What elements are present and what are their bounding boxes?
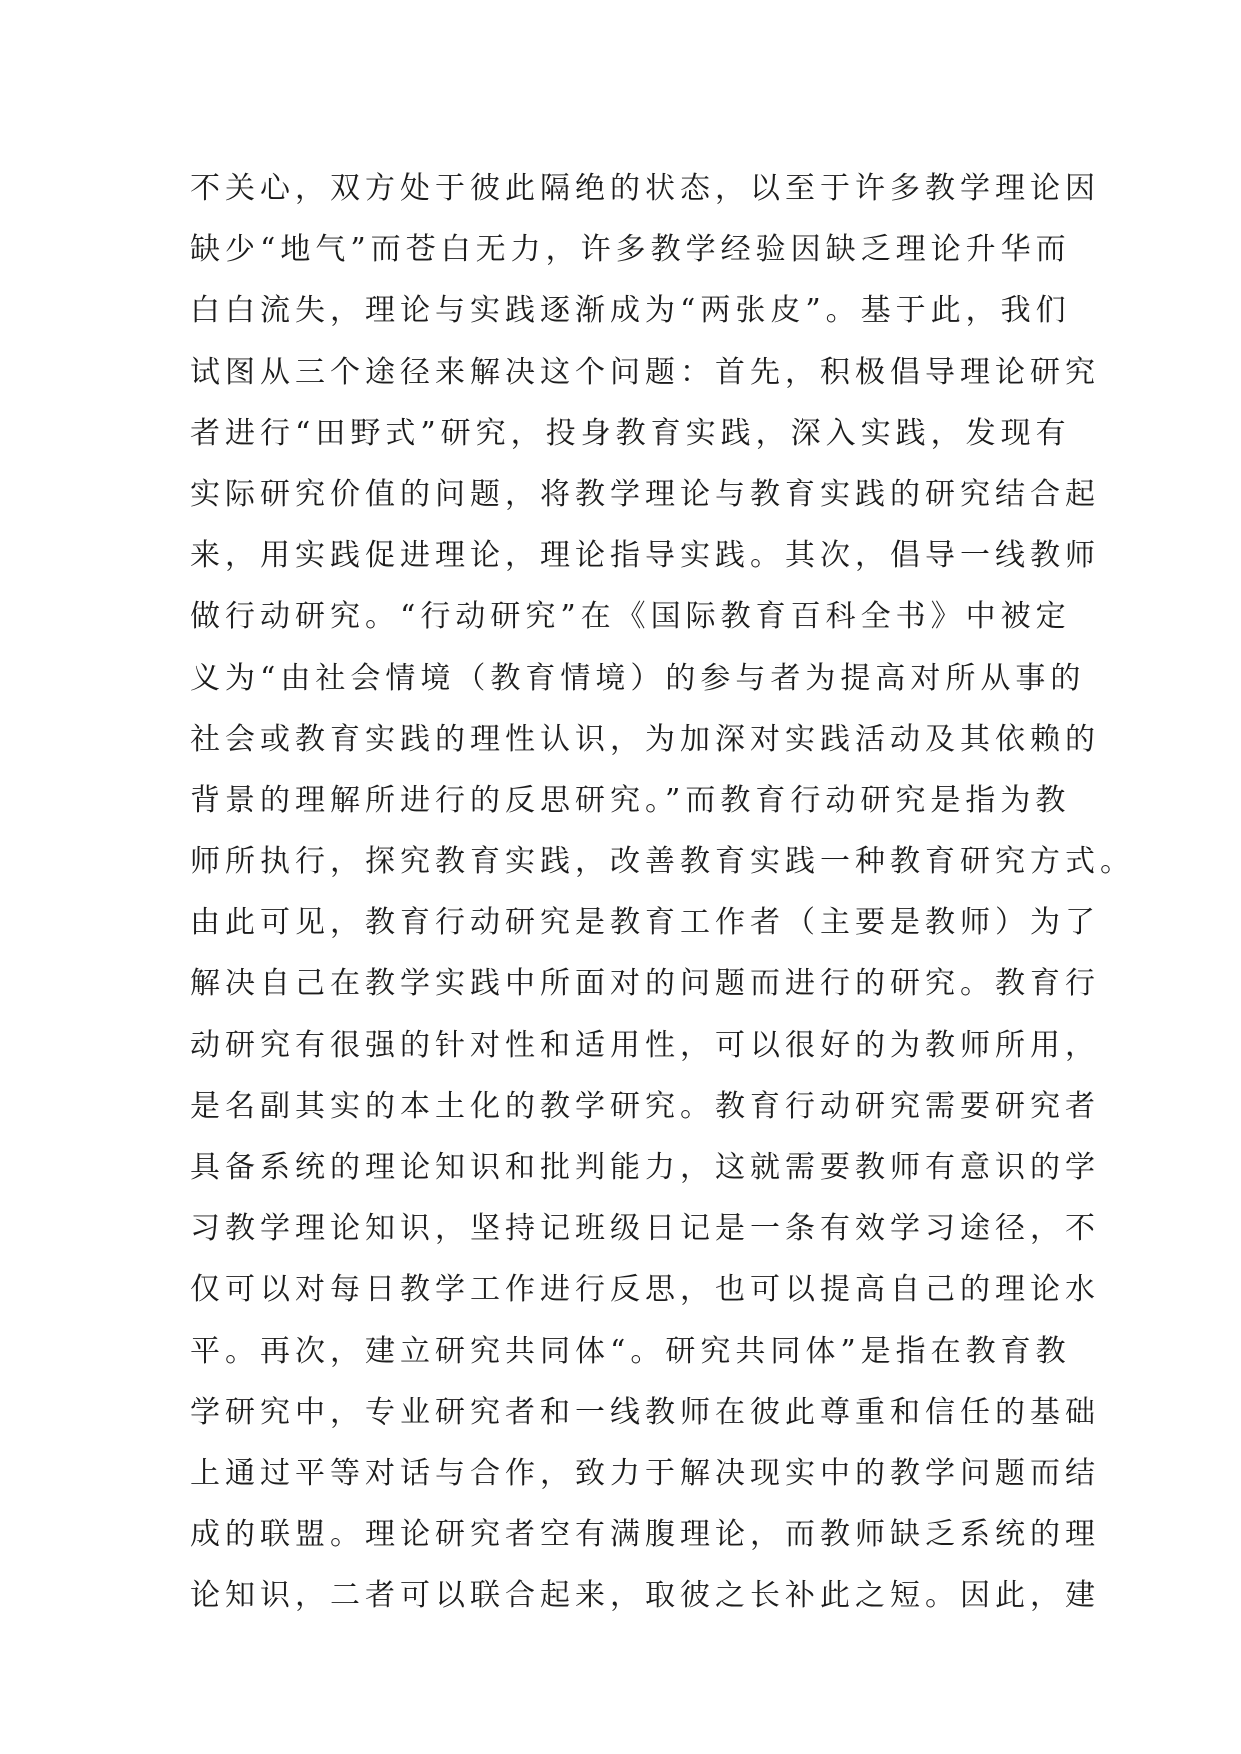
- text-line: 师所执行，探究教育实践，改善教育实践一种教育研究方式。: [190, 844, 1135, 880]
- text-line: 解决自己在教学实践中所面对的问题而进行的研究。教育行: [190, 966, 1100, 1002]
- text-line: 社会或教育实践的理性认识，为加深对实践活动及其依赖的: [190, 721, 1100, 757]
- text-line: 来，用实践促进理论，理论指导实践。其次，倡导一线教师: [190, 538, 1100, 574]
- text-line: 动研究有很强的针对性和适用性，可以很好的为教师所用，: [190, 1027, 1100, 1063]
- text-line: 义为“由社会情境（教育情境）的参与者为提高对所从事的: [190, 660, 1086, 696]
- text-line: 成的联盟。理论研究者空有满腹理论，而教师缺乏系统的理: [190, 1517, 1100, 1553]
- text-line: 习教学理论知识，坚持记班级日记是一条有效学习途径，不: [190, 1211, 1100, 1247]
- text-line: 由此可见，教育行动研究是教育工作者（主要是教师）为了: [190, 905, 1100, 941]
- text-line: 学研究中，专业研究者和一线教师在彼此尊重和信任的基础: [190, 1394, 1100, 1430]
- text-line: 做行动研究。“行动研究”在《国际教育百科全书》中被定: [190, 599, 1071, 635]
- text-line: 试图从三个途径来解决这个问题：首先，积极倡导理论研究: [190, 354, 1100, 390]
- text-line: 是名副其实的本土化的教学研究。教育行动研究需要研究者: [190, 1088, 1100, 1124]
- text-line: 上通过平等对话与合作，致力于解决现实中的教学问题而结: [190, 1455, 1100, 1491]
- text-line: 具备系统的理论知识和批判能力，这就需要教师有意识的学: [190, 1150, 1100, 1185]
- text-line: 背景的理解所进行的反思研究。”而教育行动研究是指为教: [190, 782, 1071, 818]
- text-line: 缺少“地气”而苍白无力，许多教学经验因缺乏理论升华而: [190, 232, 1071, 268]
- text-line: 论知识，二者可以联合起来，取彼之长补此之短。因此，建: [190, 1578, 1100, 1614]
- body-paragraph: [190, 158, 1135, 1627]
- text-line: 实际研究价值的问题，将教学理论与教育实践的研究结合起: [190, 476, 1100, 512]
- text-line: 平。再次，建立研究共同体“。研究共同体”是指在教育教: [190, 1333, 1071, 1369]
- text-line: 者进行“田野式”研究，投身教育实践，深入实践，发现有: [190, 415, 1071, 451]
- text-line: 不关心，双方处于彼此隔绝的状态，以至于许多教学理论因: [190, 171, 1100, 206]
- text-line: 白白流失，理论与实践逐渐成为“两张皮”。基于此，我们: [190, 293, 1071, 329]
- text-line: 仅可以对每日教学工作进行反思，也可以提高自己的理论水: [190, 1272, 1100, 1308]
